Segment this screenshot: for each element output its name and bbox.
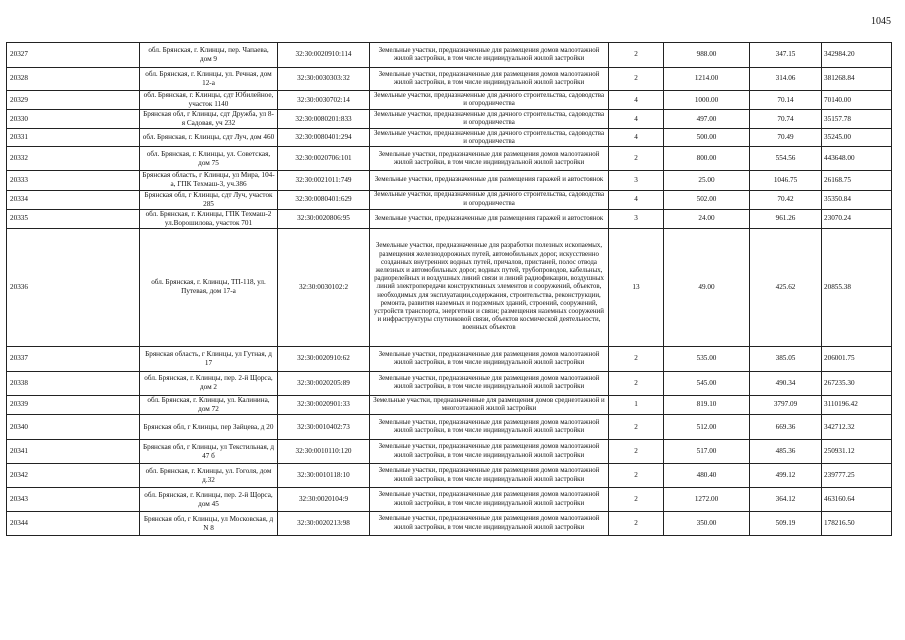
cell-purpose: Земельные участки, предназначенные для размещения домов малоэтажной жилой застройки, в том числе индивидуальной жилой застройки [370,43,609,68]
cell-rate: 385.05 [750,346,822,371]
cell-value: 3110196.42 [822,395,892,414]
table-row [7,371,892,395]
table-row [7,395,892,414]
table-row [7,440,892,464]
cell-num: 20334 [7,190,140,209]
cell-count: 4 [609,91,664,110]
cell-num: 20342 [7,464,140,488]
table-row [7,346,892,371]
cell-address: Брянская обл, г Клинцы, ул Московская, д N 8 [140,512,278,536]
cell-num: 20337 [7,346,140,371]
cell-num: 20327 [7,43,140,68]
cell-area: 517.00 [664,440,750,464]
cell-value: 70140.00 [822,91,892,110]
table-row [7,91,892,110]
cell-area: 480.40 [664,464,750,488]
cell-num: 20336 [7,228,140,346]
cell-address: Брянская область, г Клинцы, ул Мира, 104-а, ГПК Техмаш-3, уч.386 [140,171,278,190]
cell-cadastral: 32:30:0020706:101 [278,147,370,171]
cell-value: 35157.78 [822,110,892,129]
table-row [7,464,892,488]
cell-num: 20328 [7,68,140,91]
cell-num: 20333 [7,171,140,190]
cell-address: обл. Брянская, г. Клинцы, ул. Калинина, дом 72 [140,395,278,414]
cell-purpose: Земельные участки, предназначенные для размещения домов малоэтажной жилой застройки, в том числе индивидуальной жилой застройки [370,488,609,512]
cell-num: 20339 [7,395,140,414]
cell-value: 250931.12 [822,440,892,464]
cell-cadastral: 32:30:0020910:114 [278,43,370,68]
cell-rate: 70.14 [750,91,822,110]
cell-cadastral: 32:30:0080201:833 [278,110,370,129]
cell-cadastral: 32:30:0080401:629 [278,190,370,209]
cell-count: 3 [609,209,664,228]
cell-value: 20855.38 [822,228,892,346]
cell-count: 4 [609,190,664,209]
cell-rate: 490.34 [750,371,822,395]
cell-rate: 3797.09 [750,395,822,414]
cell-purpose: Земельные участки, предназначенные для размещения домов малоэтажной жилой застройки, в том числе индивидуальной жилой застройки [370,464,609,488]
cell-address: обл. Брянская, г. Клинцы, сдт Луч, дом 460 [140,129,278,147]
cell-count: 2 [609,346,664,371]
cell-rate: 425.62 [750,228,822,346]
cell-value: 35350.84 [822,190,892,209]
cell-area: 1272.00 [664,488,750,512]
cell-area: 500.00 [664,129,750,147]
cell-cadastral: 32:30:0020213:98 [278,512,370,536]
cell-count: 4 [609,129,664,147]
cell-count: 4 [609,110,664,129]
cell-purpose: Земельные участки, предназначенные для размещения домов малоэтажной жилой застройки, в том числе индивидуальной жилой застройки [370,346,609,371]
cell-num: 20344 [7,512,140,536]
cell-address: обл. Брянская, г. Клинцы, сдт Юбилейное, участок 1140 [140,91,278,110]
cell-cadastral: 32:30:0020901:33 [278,395,370,414]
cell-num: 20335 [7,209,140,228]
cell-count: 2 [609,440,664,464]
cell-address: обл. Брянская, г. Клинцы, ул. Советская, дом 75 [140,147,278,171]
cell-area: 24.00 [664,209,750,228]
cell-area: 988.00 [664,43,750,68]
cell-value: 206001.75 [822,346,892,371]
cell-area: 497.00 [664,110,750,129]
table-row [7,228,892,346]
cell-count: 2 [609,68,664,91]
cell-num: 20330 [7,110,140,129]
cell-num: 20340 [7,415,140,440]
cell-count: 2 [609,147,664,171]
cell-count: 1 [609,395,664,414]
cell-purpose: Земельные участки, предназначенные для размещения домов малоэтажной жилой застройки, в том числе индивидуальной жилой застройки [370,68,609,91]
cell-area: 1214.00 [664,68,750,91]
cell-num: 20338 [7,371,140,395]
cell-rate: 347.15 [750,43,822,68]
cell-value: 342712.32 [822,415,892,440]
table-row [7,190,892,209]
cell-purpose: Земельные участки, предназначенные для размещения домов малоэтажной жилой застройки, в том числе индивидуальной жилой застройки [370,512,609,536]
cell-rate: 364.12 [750,488,822,512]
cell-address: обл. Брянская, г. Клинцы, ул. Гоголя, дом д.32 [140,464,278,488]
cell-value: 267235.30 [822,371,892,395]
cell-cadastral: 32:30:0010110:120 [278,440,370,464]
cell-purpose: Земельные участки, предназначенные для дачного строительства, садоводства и огородничества [370,190,609,209]
cell-purpose: Земельные участки, предназначенные для размещения гаражей и автостоянок [370,209,609,228]
cell-cadastral: 32:30:0010402:73 [278,415,370,440]
cell-area: 49.00 [664,228,750,346]
cell-purpose: Земельные участки, предназначенные для размещения домов малоэтажной жилой застройки, в том числе индивидуальной жилой застройки [370,371,609,395]
cell-value: 443648.00 [822,147,892,171]
cell-rate: 70.49 [750,129,822,147]
cell-address: обл. Брянская, г. Клинцы, пер. 2-й Щорса, дом 2 [140,371,278,395]
cell-area: 350.00 [664,512,750,536]
cell-rate: 485.36 [750,440,822,464]
cell-address: Брянская обл, г Клинцы, ул Текстильная, д 47 б [140,440,278,464]
cell-rate: 961.26 [750,209,822,228]
cell-num: 20332 [7,147,140,171]
cell-value: 381268.84 [822,68,892,91]
cell-area: 512.00 [664,415,750,440]
cell-num: 20343 [7,488,140,512]
cell-cadastral: 32:30:0020806:95 [278,209,370,228]
cell-count: 2 [609,464,664,488]
land-cadastral-value-table [6,42,892,536]
cell-purpose: Земельные участки, предназначенные для дачного строительства, садоводства и огородничества [370,91,609,110]
cell-rate: 669.36 [750,415,822,440]
cell-address: Брянская обл, г Клинцы, сдт Луч, участок 285 [140,190,278,209]
table-row [7,171,892,190]
cell-value: 23070.24 [822,209,892,228]
cell-area: 1000.00 [664,91,750,110]
cell-purpose: Земельные участки, предназначенные для разработки полезных ископаемых, размещения железнодорожных путей, автомобильных дорог, искусственно созданных внутренних водных путей, причалов, пристаней, полос отвода железных и автомобильных дорог, водных путей, трубопроводов, кабельных, радиорелейных и воздушных линий связи и линий радиофикации, воздушных линий электропередачи конструктивных элементов и сооружений, объектов, необходимых для эксплуатации,содержания, строительства, реконструкции, ремонта, развития наземных и подземных зданий, строений, сооружений, устройств транспорта, энергетики и связи; размещения наземных сооружений и инфраструктуры спутниковой связи, объектов космической деятельности, военных объектов [370,228,609,346]
cell-value: 35245.00 [822,129,892,147]
table-row [7,129,892,147]
cell-rate: 70.42 [750,190,822,209]
cell-count: 2 [609,488,664,512]
cell-cadastral: 32:30:0020205:89 [278,371,370,395]
cell-cadastral: 32:30:0030702:14 [278,91,370,110]
table-row [7,68,892,91]
cell-cadastral: 32:30:0021011:749 [278,171,370,190]
cell-address: Брянская обл, г Клинцы, сдт Дружба, ул 8-я Садовая, уч 232 [140,110,278,129]
cell-area: 819.10 [664,395,750,414]
cell-value: 239777.25 [822,464,892,488]
page-number: 1045 [871,16,891,27]
cell-rate: 70.74 [750,110,822,129]
cell-num: 20331 [7,129,140,147]
cell-count: 13 [609,228,664,346]
cell-purpose: Земельные участки, предназначенные для размещения гаражей и автостоянок [370,171,609,190]
cell-area: 502.00 [664,190,750,209]
cell-value: 342984.20 [822,43,892,68]
cell-area: 25.00 [664,171,750,190]
cell-cadastral: 32:30:0020104:9 [278,488,370,512]
table-row [7,415,892,440]
table-row [7,147,892,171]
table-row [7,488,892,512]
cell-area: 545.00 [664,371,750,395]
cell-address: обл. Брянская, г. Клинцы, ТП-118, ул. Путевая, дом 17-а [140,228,278,346]
cell-count: 2 [609,415,664,440]
cell-cadastral: 32:30:0010118:10 [278,464,370,488]
cell-count: 3 [609,171,664,190]
cell-purpose: Земельные участки, предназначенные для дачного строительства, садоводства и огородничества [370,110,609,129]
cell-num: 20329 [7,91,140,110]
cell-address: обл. Брянская, г. Клинцы, пер. Чапаева, дом 9 [140,43,278,68]
cell-count: 2 [609,371,664,395]
cell-value: 178216.50 [822,512,892,536]
cell-count: 2 [609,43,664,68]
cell-value: 463160.64 [822,488,892,512]
table-row [7,110,892,129]
table-row [7,43,892,68]
cell-address: Брянская область, г Клинцы, ул Гутная, д 17 [140,346,278,371]
cell-rate: 554.56 [750,147,822,171]
cell-purpose: Земельные участки, предназначенные для размещения домов малоэтажной жилой застройки, в том числе индивидуальной жилой застройки [370,415,609,440]
cell-area: 800.00 [664,147,750,171]
cell-num: 20341 [7,440,140,464]
cell-purpose: Земельные участки, предназначенные для размещения домов малоэтажной жилой застройки, в том числе индивидуальной жилой застройки [370,440,609,464]
cell-purpose: Земельные участки, предназначенные для размещения домов среднеэтажной и многоэтажной жилой застройки [370,395,609,414]
cell-rate: 314.06 [750,68,822,91]
cell-rate: 509.19 [750,512,822,536]
cell-address: обл. Брянская, г. Клинцы, пер. 2-й Щорса, дом 45 [140,488,278,512]
cell-rate: 1046.75 [750,171,822,190]
cell-cadastral: 32:30:0020910:62 [278,346,370,371]
cell-cadastral: 32:30:0030303:32 [278,68,370,91]
cell-value: 26168.75 [822,171,892,190]
cell-address: обл. Брянская, г. Клинцы, ГПК Техмаш-2 ул.Ворошилова, участок 701 [140,209,278,228]
cell-area: 535.00 [664,346,750,371]
table-row [7,209,892,228]
cell-cadastral: 32:30:0080401:294 [278,129,370,147]
cell-cadastral: 32:30:0030102:2 [278,228,370,346]
cell-purpose: Земельные участки, предназначенные для размещения домов малоэтажной жилой застройки, в том числе индивидуальной жилой застройки [370,147,609,171]
cell-address: Брянская обл, г Клинцы, пер Зайцева, д 20 [140,415,278,440]
cell-address: обл. Брянская, г. Клинцы, ул. Речная, дом 12-а [140,68,278,91]
table-row [7,512,892,536]
cell-purpose: Земельные участки, предназначенные для дачного строительства, садоводства и огородничества [370,129,609,147]
cell-count: 2 [609,512,664,536]
cell-rate: 499.12 [750,464,822,488]
